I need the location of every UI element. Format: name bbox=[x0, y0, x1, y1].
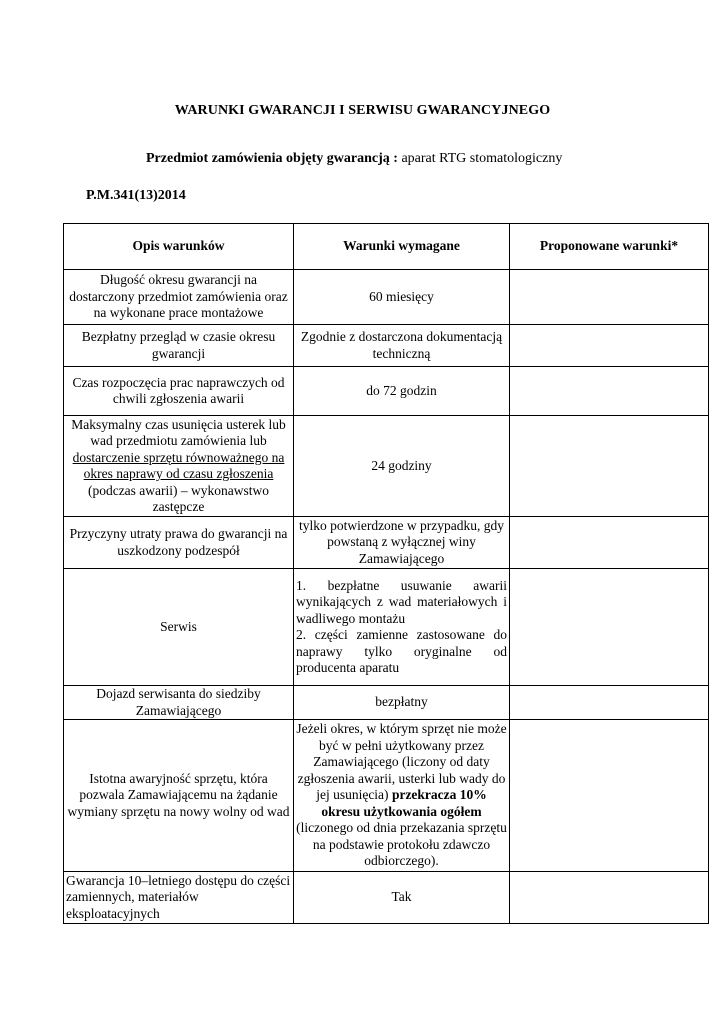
row-required: Zgodnie z dostarczona dokumentacją techniczną bbox=[294, 325, 510, 367]
reference-number: P.M.341(13)2014 bbox=[86, 188, 186, 203]
row-required: Tak bbox=[294, 872, 510, 924]
row-description-part: (podczas awarii) – wykonawstwo zastępcze bbox=[87, 482, 270, 514]
row-proposed[interactable] bbox=[510, 367, 709, 416]
row-required-part: Jeżeli okres, w którym sprzęt nie może być w pełni użytkowany przez Zamawiającego (liczony od daty zgłoszenia awarii, usterki lub wady do jej usunięcia) bbox=[296, 721, 507, 803]
document-title: WARUNKI GWARANCJI I SERWISU GWARANCYJNEGO bbox=[174, 103, 551, 118]
order-subject-label: Przedmiot zamówienia objęty gwarancją : bbox=[146, 151, 398, 166]
row-proposed[interactable] bbox=[510, 569, 709, 686]
row-description: Dojazd serwisanta do siedziby Zamawiającego bbox=[64, 686, 294, 720]
row-required bbox=[294, 569, 510, 686]
row-proposed[interactable] bbox=[510, 517, 709, 569]
row-proposed[interactable] bbox=[510, 270, 709, 325]
row-description bbox=[64, 416, 294, 517]
row-description: Serwis bbox=[64, 569, 294, 686]
row-description-underlined: dostarczenie sprzętu równoważnego na bbox=[72, 449, 285, 465]
table-row bbox=[64, 416, 709, 517]
service-condition-2: 2. części zamienne zastosowane do naprawy tylko oryginalne od producenta aparatu bbox=[296, 627, 507, 675]
order-subject bbox=[146, 151, 562, 167]
row-required: tylko potwierdzone w przypadku, gdy powstaną z wyłącznej winy Zamawiającego bbox=[294, 517, 510, 569]
header-required-conditions: Warunki wymagane bbox=[294, 224, 510, 270]
table-row bbox=[64, 367, 709, 416]
row-description: Przyczyny utraty prawa do gwarancji na uszkodzony podzespół bbox=[64, 517, 294, 569]
row-required: do 72 godzin bbox=[294, 367, 510, 416]
table-row bbox=[64, 325, 709, 367]
row-required: bezpłatny bbox=[294, 686, 510, 720]
row-proposed[interactable] bbox=[510, 872, 709, 924]
table-row bbox=[64, 872, 709, 924]
service-condition-1: 1. bezpłatne usuwanie awarii wynikających z wad materiałowych i wadliwego montażu bbox=[296, 577, 507, 626]
table-row bbox=[64, 270, 709, 325]
row-required-part: (liczonego od dnia przekazania sprzętu na podstawie protokołu zdawczo odbiorczego). bbox=[296, 820, 507, 869]
row-required-bold: przekracza 10% okresu użytkowania ogółem bbox=[321, 787, 487, 819]
header-conditions-description: Opis warunków bbox=[64, 224, 294, 270]
table-row bbox=[64, 720, 709, 872]
table-row bbox=[64, 686, 709, 720]
header-proposed-conditions: Proponowane warunki* bbox=[510, 224, 709, 270]
row-description-underlined: okres naprawy od czasu zgłoszenia bbox=[83, 466, 274, 481]
warranty-conditions-table bbox=[63, 223, 709, 924]
row-description: Długość okresu gwarancji na dostarczony przedmiot zamówienia oraz na wykonane prace montażowe bbox=[64, 270, 294, 325]
row-description-part: Maksymalny czas usunięcia usterek lub wad przedmiotu zamówienia lub bbox=[71, 416, 286, 448]
row-proposed[interactable] bbox=[510, 686, 709, 720]
row-description: Bezpłatny przegląd w czasie okresu gwarancji bbox=[64, 325, 294, 367]
row-proposed[interactable] bbox=[510, 325, 709, 367]
table-header-row bbox=[64, 224, 709, 270]
row-proposed[interactable] bbox=[510, 416, 709, 517]
row-description: Istotna awaryjność sprzętu, która pozwala Zamawiającemu na żądanie wymiany sprzętu na nowy wolny od wad bbox=[64, 720, 294, 872]
row-required: 60 miesięcy bbox=[294, 270, 510, 325]
row-required bbox=[294, 720, 510, 872]
table-row bbox=[64, 569, 709, 686]
table-row bbox=[64, 517, 709, 569]
row-description: Czas rozpoczęcia prac naprawczych od chwili zgłoszenia awarii bbox=[64, 367, 294, 416]
row-required: 24 godziny bbox=[294, 416, 510, 517]
order-subject-value: aparat RTG stomatologiczny bbox=[401, 151, 563, 166]
row-description: Gwarancja 10–letniego dostępu do części zamiennych, materiałów eksploatacyjnych bbox=[64, 872, 294, 924]
row-proposed[interactable] bbox=[510, 720, 709, 872]
